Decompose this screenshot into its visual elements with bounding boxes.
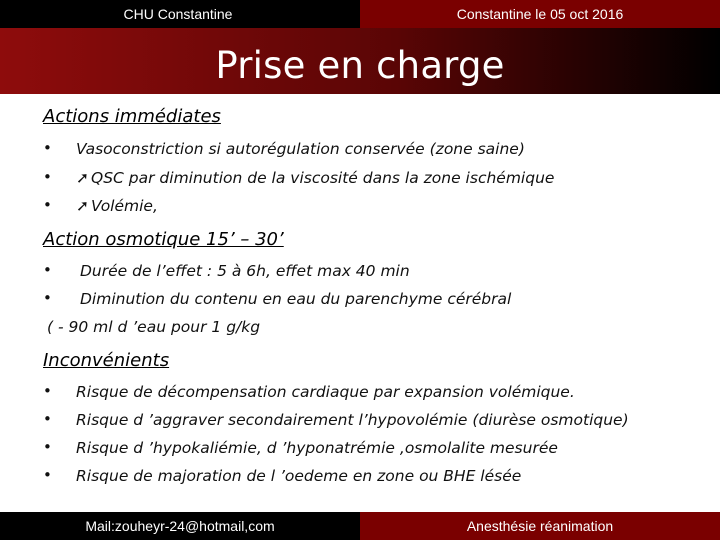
heading-actions: Actions immédiates xyxy=(43,106,221,127)
bullet-icon: • xyxy=(43,289,52,307)
bullet-icon: • xyxy=(43,382,52,400)
inconvenients-item-4: Risque de majoration de l ’oedeme en zone ou BHE lésée xyxy=(76,467,522,485)
slide-title: Prise en charge xyxy=(215,43,505,87)
header-institution: CHU Constantine xyxy=(123,6,233,22)
actions-item-3: ➚ Volémie, xyxy=(76,197,158,215)
bullet-icon: • xyxy=(43,410,52,428)
inconvenients-item-2: Risque d ’aggraver secondairement l’hypovolémie (diurèse osmotique) xyxy=(76,411,629,429)
osmotique-item-1: Durée de l’effet : 5 à 6h, effet max 40 min xyxy=(80,262,410,280)
bullet-icon: • xyxy=(43,438,52,456)
footer-right xyxy=(360,512,720,540)
bullet-icon: • xyxy=(43,196,52,214)
header-bar xyxy=(0,0,720,28)
bullet-icon: • xyxy=(43,168,52,186)
bullet-icon: • xyxy=(43,261,52,279)
osmotique-note: ( - 90 ml d ’eau pour 1 g/kg xyxy=(47,318,261,336)
inconvenients-item-1: Risque de décompensation cardiaque par expansion volémique. xyxy=(76,383,575,401)
osmotique-item-2: Diminution du contenu en eau du parenchyme cérébral xyxy=(80,290,512,308)
heading-inconvenients: Inconvénients xyxy=(43,350,170,371)
heading-osmotique: Action osmotique 15’ – 30’ xyxy=(43,229,284,250)
footer-bar xyxy=(0,512,720,540)
actions-item-2: ➚ QSC par diminution de la viscosité dans la zone ischémique xyxy=(76,169,555,187)
header-date: Constantine le 05 oct 2016 xyxy=(456,6,624,22)
footer-left xyxy=(0,512,360,540)
footer-email: Mail:zouheyr-24@hotmail,com xyxy=(85,518,275,534)
bullet-icon: • xyxy=(43,139,52,157)
footer-department: Anesthésie réanimation xyxy=(466,518,614,534)
title-bar xyxy=(0,28,720,94)
arrow-up-right-icon: ➚ xyxy=(76,197,89,215)
header-right xyxy=(360,0,720,28)
inconvenients-item-3: Risque d ’hypokaliémie, d ’hyponatrémie ,osmolalite mesurée xyxy=(76,439,558,457)
header-left xyxy=(0,0,360,28)
actions-item-1: Vasoconstriction si autorégulation conservée (zone saine) xyxy=(76,140,525,158)
bullet-icon: • xyxy=(43,466,52,484)
arrow-up-right-icon: ➚ xyxy=(76,169,89,187)
